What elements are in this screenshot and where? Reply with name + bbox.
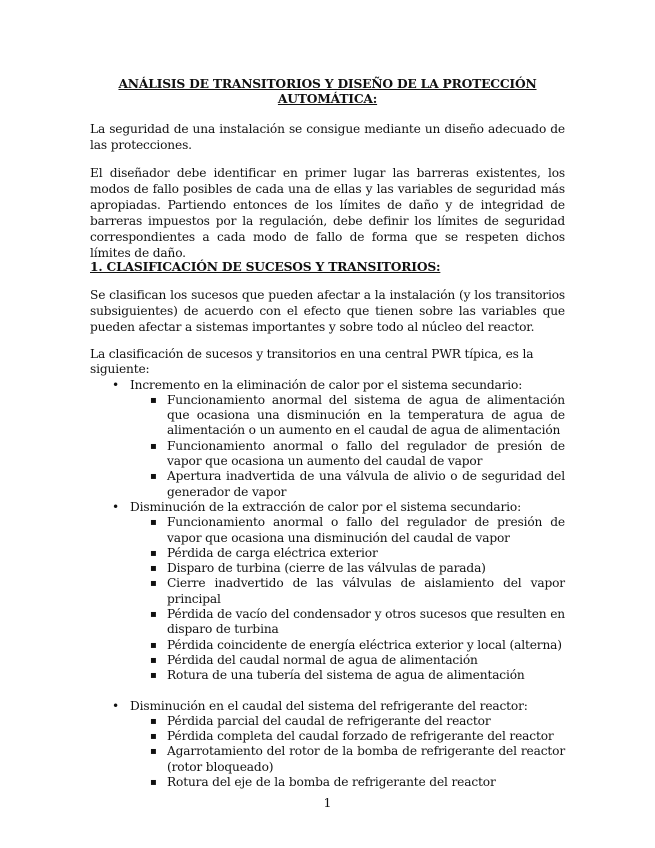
square-bullet-icon: ▪: [150, 654, 157, 666]
page-number: 1: [323, 795, 332, 810]
list-item: ▪ Disparo de turbina (cierre de las válvulas de parada): [150, 561, 486, 576]
bullet-icon: •: [112, 377, 120, 392]
square-bullet-icon: ▪: [150, 578, 157, 590]
section-intro: Se clasifican los sucesos que pueden afectar a la instalación (y los transitorios subsiguientes) de acuerdo con el efecto que tienen sobre las variables que pueden afectar a sistemas importantes y sobre todo al núcleo del reactor.: [90, 288, 565, 334]
paragraph-intro: La seguridad de una instalación se consigue mediante un diseño adecuado de las protecciones.: [90, 122, 565, 152]
square-bullet-icon: ▪: [150, 715, 157, 727]
list-item: ▪ Pérdida coincidente de energía eléctrica exterior y local (alterna): [150, 637, 562, 652]
paragraph-designer: El diseñador debe identificar en primer lugar las barreras existentes, los modos de fallo posibles de cada una de ellas y las variables de seguridad más apropiadas. Partiendo entonces de los límites de daño y de integridad de barreras impuestos por la regulación, debe definir los límites de seguridad correspondientes a cada modo de fallo de forma que se respeten dichos límites de daño.: [90, 166, 565, 260]
list-item: ▪ Funcionamiento anormal del sistema de agua de alimentación que ocasiona una disminución en la temperatura de agua de alimentación o un aumento en el caudal de agua de alimentación: [150, 392, 565, 438]
square-bullet-icon: ▪: [150, 639, 157, 651]
list-item: ▪ Pérdida de carga eléctrica exterior: [150, 545, 378, 560]
square-bullet-icon: ▪: [150, 471, 157, 483]
section-heading: 1. CLASIFICACIÓN DE SUCESOS Y TRANSITORIOS:: [90, 259, 441, 274]
category-item: [90, 500, 565, 515]
list-item: ▪ Rotura del eje de la bomba de refrigerante del reactor: [150, 775, 496, 790]
square-bullet-icon: ▪: [150, 731, 157, 743]
list-item: ▪ Funcionamiento anormal o fallo del regulador de presión de vapor que ocasiona un aumento del caudal de vapor: [150, 438, 565, 469]
list-item: ▪ Pérdida completa del caudal forzado de refrigerante del reactor: [150, 729, 554, 744]
category-item: [90, 378, 565, 393]
list-item: ▪ Agarrotamiento del rotor de la bomba de refrigerante del reactor (rotor bloqueado): [150, 744, 565, 774]
list-item: ▪ Funcionamiento anormal o fallo del regulador de presión de vapor que ocasiona una disminución del caudal de vapor: [150, 515, 565, 545]
list-intro: La clasificación de sucesos y transitorios en una central PWR típica, es la siguiente:: [90, 347, 534, 377]
category-label: Disminución de la extracción de calor por el sistema secundario:: [130, 499, 522, 514]
page-title: ANÁLISIS DE TRANSITORIOS Y DISEÑO DE LA PROTECCIÓN AUTOMÁTICA:: [118, 76, 537, 106]
square-bullet-icon: ▪: [150, 670, 157, 682]
square-bullet-icon: ▪: [150, 777, 157, 789]
spacer: [90, 684, 565, 699]
square-bullet-icon: ▪: [150, 547, 157, 559]
square-bullet-icon: ▪: [150, 609, 157, 621]
classification-list: [90, 347, 565, 790]
category-item: [90, 699, 565, 714]
square-bullet-icon: ▪: [150, 394, 157, 406]
list-item: ▪ Cierre inadvertido de las válvulas de aislamiento del vapor principal: [150, 576, 565, 606]
square-bullet-icon: ▪: [150, 563, 157, 575]
list-item: ▪ Apertura inadvertida de una válvula de alivio o de seguridad del generador de vapor: [150, 469, 565, 499]
square-bullet-icon: ▪: [150, 440, 157, 452]
category-label: Disminución en el caudal del sistema del refrigerante del reactor:: [130, 698, 528, 713]
list-item: ▪ Pérdida del caudal normal de agua de alimentación: [150, 652, 478, 667]
list-item: ▪ Rotura de una tubería del sistema de agua de alimentación: [150, 668, 525, 683]
list-item: ▪ Pérdida parcial del caudal de refrigerante del reactor: [150, 713, 491, 728]
bullet-icon: •: [112, 499, 120, 514]
category-label: Incremento en la eliminación de calor por el sistema secundario:: [130, 377, 523, 392]
square-bullet-icon: ▪: [150, 746, 157, 758]
list-item: ▪ Pérdida de vacío del condensador y otros sucesos que resulten en disparo de turbina: [150, 607, 565, 637]
square-bullet-icon: ▪: [150, 517, 157, 529]
bullet-icon: •: [112, 698, 120, 713]
